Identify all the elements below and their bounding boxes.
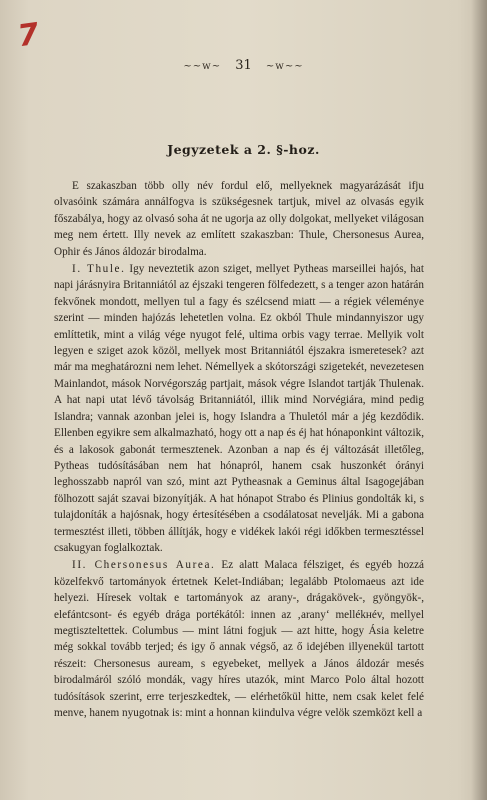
body-text [54,178,424,721]
header-ornament-left: ~~w~ [183,61,222,72]
paragraph-intro [54,178,424,260]
paragraph-chersonesus-lead: II. Chersonesus Aurea. [72,559,216,572]
paragraph-thule-text: Igy neveztetik azon sziget, mellyet Pytheas marseillei hajós, hat napi járásnyira Britanniától az éjszaki tengeren fölfedezett, s a tenger azon határán fekvőnek mondott, mellyen tul a fagy és szélcsend miatt — a régiek véleménye szerint — minden hajózás lehetetlen volna. Ez okból Thule mindannyiszor ugy említtetik, mint a világ vége nyugot felé, ultima orbis vagy terrae. Mellyik volt legyen e sziget azok közöl, mellyek most Britanniától éjszakra ismeretesek? azt már ma meghatározni nem lehet. Némellyek a skótországi szigetekét, nevezetesen Mainlandot, mások Norvégország partjait, mások végre Islandot tartják Thulenak. A hat napi utat lévő távolság Britanniától, illik mind Norvégiára, mind pedig Islandra; vannak azonban jelei is, hogy Islandra a Thuletól már a jég kezdődik. Ellenben egyikre sem alkalmazható, hogy ott a nap és éj hat hónaponkint változik, és a lakosok gabonát termesztenek. Azonban a nap és éj változását illetőleg, Pytheas tudósításában nem hat hónapról, hanem csak huszonkét órányi leghosszabb napról van szó, mint azt Pytheasnak a Geminus által Isagogejában fölhozott saját szavai bizonyítják. A hat hónapot Strabo és Plinius gondolták ki, s tulajdoníták a hajósnak, hogy értesítésében a csodálatosat nevelják. Mi a gabona termesztést illeti, többen állítják, hogy e vidékek lakói régi időkben termesztéssel csakugyan foglalkoztak. [54,263,425,554]
page-number: 31 [235,58,252,73]
paragraph-intro-text: E szakaszban több olly név fordul elő, mellyeknek magyarázását ifju olvasóink számára annálfogva is szükségesnek tartjuk, mivel az olvasás egyik főszabálya, hogy az olvasó soha át ne ugorja az olly dolgokat, mellyeket világosan meg nem értett. Illy nevek az említett szakaszban: Thule, Chersonesus Aurea, Ophir és János áldozár birodalma. [54,180,424,258]
paragraph-chersonesus [54,557,424,721]
paragraph-chersonesus-text: Ez alatt Malaca félsziget, és egyéb hozzá közelfekvő tartományok értetnek Kelet-Indiában; legalább Ptolomaeus azt ide helyezi. Híresek voltak e tartományok az arany-, drágakövek-, gyöngyök-, elefántcsont- és egyéb drága portékától: innen az ‚arany‘ mellékнév, mellyel megtiszteltettek. Columbus — mint látni fogjuk — azt hitte, hogy Ásia keletre még sokkal tovább terjed; és igy ő annak végső, az ő idejében illyenekül tartott részeit: Chersonesus auream, s egyebeket, mellyek a János áldozár mesés birodalmáról szóló mondák, vagy híres utazók, mint Marco Polo által hozott tudósítások szerint, erre terjeszkedtek, — elérhetőkül hitte, nem csak kelet felé menve, hanem nyugotnak is: mint a honnan kiindulva végre velök szemközt kell a [54,559,425,719]
page-header [0,58,487,73]
header-ornament-right: ~w~~ [265,61,304,72]
paragraph-thule-lead: I. Thule. [72,263,126,276]
handwritten-page-mark: 7 [15,16,42,55]
paragraph-thule [54,261,424,556]
section-title: Jegyzetek a 2. §-hoz. [167,142,320,157]
page-shadow-edge [471,0,487,800]
